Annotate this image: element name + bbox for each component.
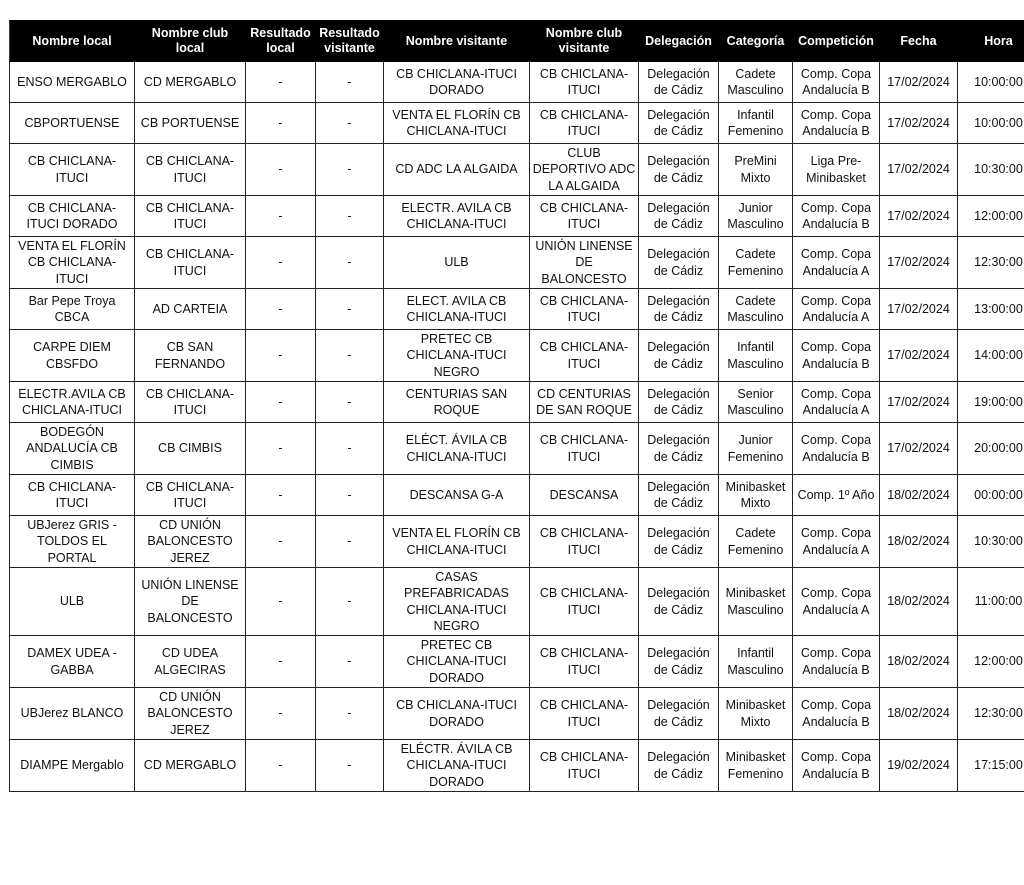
col-header-nombre-visitante: Nombre visitante [384, 21, 530, 62]
cell-resultado-visitante: - [316, 516, 384, 568]
cell-categoria: Infantil Masculino [719, 636, 793, 688]
cell-nombre-club-local: CB CHICLANA-ITUCI [135, 237, 246, 289]
cell-resultado-visitante: - [316, 475, 384, 516]
table-row [10, 144, 1024, 196]
cell-competicion: Comp. 1º Año [793, 475, 880, 516]
cell-competicion: Comp. Copa Andalucía B [793, 196, 880, 237]
cell-categoria: Infantil Masculino [719, 330, 793, 382]
header-row [10, 21, 1024, 62]
cell-resultado-local: - [246, 62, 316, 103]
cell-resultado-visitante: - [316, 237, 384, 289]
table-row [10, 688, 1024, 740]
col-header-categoria: Categoría [719, 21, 793, 62]
cell-competicion: Comp. Copa Andalucía A [793, 289, 880, 330]
cell-delegacion: Delegación de Cádiz [639, 196, 719, 237]
table-body [10, 62, 1024, 792]
cell-nombre-local: CB CHICLANA-ITUCI [10, 144, 135, 196]
cell-categoria: Cadete Masculino [719, 62, 793, 103]
cell-categoria: Minibasket Masculino [719, 568, 793, 636]
cell-competicion: Liga Pre-Minibasket [793, 144, 880, 196]
col-header-resultado-local: Resultado local [246, 21, 316, 62]
cell-delegacion: Delegación de Cádiz [639, 516, 719, 568]
cell-categoria: Senior Masculino [719, 382, 793, 423]
cell-delegacion: Delegación de Cádiz [639, 330, 719, 382]
cell-fecha: 17/02/2024 [880, 196, 958, 237]
cell-nombre-visitante: DESCANSA G-A [384, 475, 530, 516]
cell-nombre-local: DAMEX UDEA - GABBA [10, 636, 135, 688]
cell-resultado-local: - [246, 144, 316, 196]
col-header-hora: Hora [958, 21, 1024, 62]
cell-nombre-visitante: CB CHICLANA-ITUCI DORADO [384, 62, 530, 103]
cell-hora: 12:30:00 [958, 688, 1024, 740]
schedule-sheet [9, 20, 1024, 792]
cell-resultado-local: - [246, 382, 316, 423]
cell-nombre-club-local: CB CIMBIS [135, 423, 246, 475]
cell-fecha: 17/02/2024 [880, 330, 958, 382]
cell-nombre-local: UBJerez BLANCO [10, 688, 135, 740]
cell-nombre-club-local: AD CARTEIA [135, 289, 246, 330]
cell-delegacion: Delegación de Cádiz [639, 382, 719, 423]
cell-competicion: Comp. Copa Andalucía A [793, 516, 880, 568]
cell-resultado-visitante: - [316, 330, 384, 382]
cell-nombre-local: CBPORTUENSE [10, 103, 135, 144]
cell-nombre-visitante: PRETEC CB CHICLANA-ITUCI NEGRO [384, 330, 530, 382]
cell-fecha: 18/02/2024 [880, 568, 958, 636]
cell-categoria: Minibasket Femenino [719, 740, 793, 792]
cell-nombre-visitante: ELÉCT. ÁVILA CB CHICLANA-ITUCI [384, 423, 530, 475]
cell-nombre-club-visitante: CB CHICLANA-ITUCI [530, 516, 639, 568]
match-schedule-table [9, 20, 1024, 792]
cell-nombre-club-local: CB SAN FERNANDO [135, 330, 246, 382]
cell-nombre-club-local: CB CHICLANA-ITUCI [135, 196, 246, 237]
cell-hora: 10:30:00 [958, 516, 1024, 568]
cell-nombre-club-visitante: UNIÓN LINENSE DE BALONCESTO [530, 237, 639, 289]
cell-categoria: Junior Femenino [719, 423, 793, 475]
cell-nombre-club-local: CD MERGABLO [135, 740, 246, 792]
cell-hora: 19:00:00 [958, 382, 1024, 423]
cell-fecha: 19/02/2024 [880, 740, 958, 792]
cell-nombre-local: ENSO MERGABLO [10, 62, 135, 103]
cell-resultado-visitante: - [316, 382, 384, 423]
cell-resultado-local: - [246, 688, 316, 740]
cell-hora: 20:00:00 [958, 423, 1024, 475]
table-row [10, 475, 1024, 516]
cell-nombre-club-visitante: CB CHICLANA-ITUCI [530, 568, 639, 636]
cell-resultado-visitante: - [316, 62, 384, 103]
cell-nombre-club-visitante: CB CHICLANA-ITUCI [530, 636, 639, 688]
cell-hora: 12:00:00 [958, 196, 1024, 237]
cell-resultado-visitante: - [316, 423, 384, 475]
cell-resultado-local: - [246, 289, 316, 330]
cell-resultado-local: - [246, 103, 316, 144]
cell-nombre-club-visitante: CB CHICLANA-ITUCI [530, 330, 639, 382]
cell-fecha: 17/02/2024 [880, 423, 958, 475]
cell-resultado-visitante: - [316, 196, 384, 237]
cell-resultado-visitante: - [316, 740, 384, 792]
cell-competicion: Comp. Copa Andalucía B [793, 688, 880, 740]
cell-nombre-visitante: CB CHICLANA-ITUCI DORADO [384, 688, 530, 740]
cell-nombre-club-local: CD MERGABLO [135, 62, 246, 103]
cell-fecha: 17/02/2024 [880, 237, 958, 289]
cell-fecha: 17/02/2024 [880, 62, 958, 103]
cell-nombre-club-local: CB PORTUENSE [135, 103, 246, 144]
cell-delegacion: Delegación de Cádiz [639, 636, 719, 688]
cell-nombre-visitante: CASAS PREFABRICADAS CHICLANA-ITUCI NEGRO [384, 568, 530, 636]
cell-nombre-local: BODEGÓN ANDALUCÍA CB CIMBIS [10, 423, 135, 475]
cell-nombre-club-visitante: CB CHICLANA-ITUCI [530, 62, 639, 103]
cell-nombre-visitante: ELÉCTR. ÁVILA CB CHICLANA-ITUCI DORADO [384, 740, 530, 792]
col-header-nombre-club-visitante: Nombre club visitante [530, 21, 639, 62]
cell-fecha: 18/02/2024 [880, 688, 958, 740]
cell-nombre-visitante: VENTA EL FLORÍN CB CHICLANA-ITUCI [384, 516, 530, 568]
cell-competicion: Comp. Copa Andalucía A [793, 382, 880, 423]
cell-nombre-club-visitante: CB CHICLANA-ITUCI [530, 740, 639, 792]
cell-hora: 14:00:00 [958, 330, 1024, 382]
cell-hora: 10:00:00 [958, 103, 1024, 144]
cell-resultado-visitante: - [316, 289, 384, 330]
cell-competicion: Comp. Copa Andalucía B [793, 740, 880, 792]
cell-nombre-club-local: CB CHICLANA-ITUCI [135, 382, 246, 423]
cell-nombre-local: CB CHICLANA-ITUCI [10, 475, 135, 516]
cell-resultado-local: - [246, 196, 316, 237]
cell-delegacion: Delegación de Cádiz [639, 62, 719, 103]
table-row [10, 382, 1024, 423]
cell-competicion: Comp. Copa Andalucía B [793, 423, 880, 475]
cell-resultado-visitante: - [316, 636, 384, 688]
cell-nombre-club-local: CD UDEA ALGECIRAS [135, 636, 246, 688]
cell-nombre-club-visitante: CB CHICLANA-ITUCI [530, 103, 639, 144]
cell-delegacion: Delegación de Cádiz [639, 237, 719, 289]
cell-resultado-local: - [246, 237, 316, 289]
table-row [10, 330, 1024, 382]
cell-resultado-local: - [246, 568, 316, 636]
cell-hora: 12:00:00 [958, 636, 1024, 688]
col-header-competicion: Competición [793, 21, 880, 62]
table-row [10, 636, 1024, 688]
col-header-fecha: Fecha [880, 21, 958, 62]
cell-resultado-local: - [246, 330, 316, 382]
cell-fecha: 17/02/2024 [880, 103, 958, 144]
cell-competicion: Comp. Copa Andalucía B [793, 103, 880, 144]
cell-categoria: PreMini Mixto [719, 144, 793, 196]
cell-nombre-local: ULB [10, 568, 135, 636]
col-header-resultado-visitante: Resultado visitante [316, 21, 384, 62]
cell-categoria: Cadete Femenino [719, 516, 793, 568]
cell-fecha: 17/02/2024 [880, 382, 958, 423]
cell-competicion: Comp. Copa Andalucía B [793, 330, 880, 382]
col-header-nombre-local: Nombre local [10, 21, 135, 62]
cell-resultado-visitante: - [316, 688, 384, 740]
cell-nombre-visitante: ULB [384, 237, 530, 289]
cell-competicion: Comp. Copa Andalucía B [793, 62, 880, 103]
cell-resultado-local: - [246, 423, 316, 475]
cell-nombre-local: CARPE DIEM CBSFDO [10, 330, 135, 382]
cell-nombre-visitante: CENTURIAS SAN ROQUE [384, 382, 530, 423]
table-row [10, 516, 1024, 568]
cell-delegacion: Delegación de Cádiz [639, 423, 719, 475]
cell-hora: 00:00:00 [958, 475, 1024, 516]
cell-delegacion: Delegación de Cádiz [639, 289, 719, 330]
cell-fecha: 18/02/2024 [880, 475, 958, 516]
cell-hora: 13:00:00 [958, 289, 1024, 330]
cell-nombre-club-visitante: DESCANSA [530, 475, 639, 516]
cell-nombre-local: CB CHICLANA-ITUCI DORADO [10, 196, 135, 237]
cell-categoria: Minibasket Mixto [719, 688, 793, 740]
cell-competicion: Comp. Copa Andalucía B [793, 636, 880, 688]
cell-nombre-club-local: UNIÓN LINENSE DE BALONCESTO [135, 568, 246, 636]
table-row [10, 196, 1024, 237]
cell-resultado-visitante: - [316, 568, 384, 636]
cell-fecha: 18/02/2024 [880, 516, 958, 568]
cell-hora: 11:00:00 [958, 568, 1024, 636]
cell-categoria: Cadete Masculino [719, 289, 793, 330]
cell-nombre-club-visitante: CB CHICLANA-ITUCI [530, 423, 639, 475]
cell-nombre-club-local: CB CHICLANA-ITUCI [135, 144, 246, 196]
cell-delegacion: Delegación de Cádiz [639, 144, 719, 196]
cell-competicion: Comp. Copa Andalucía A [793, 568, 880, 636]
cell-nombre-visitante: PRETEC CB CHICLANA-ITUCI DORADO [384, 636, 530, 688]
cell-fecha: 17/02/2024 [880, 289, 958, 330]
cell-nombre-club-visitante: CD CENTURIAS DE SAN ROQUE [530, 382, 639, 423]
table-row [10, 62, 1024, 103]
cell-fecha: 18/02/2024 [880, 636, 958, 688]
table-row [10, 237, 1024, 289]
cell-categoria: Junior Masculino [719, 196, 793, 237]
cell-nombre-local: UBJerez GRIS - TOLDOS EL PORTAL [10, 516, 135, 568]
cell-nombre-club-visitante: CB CHICLANA-ITUCI [530, 289, 639, 330]
cell-delegacion: Delegación de Cádiz [639, 740, 719, 792]
cell-fecha: 17/02/2024 [880, 144, 958, 196]
cell-delegacion: Delegación de Cádiz [639, 103, 719, 144]
cell-resultado-local: - [246, 740, 316, 792]
table-row [10, 103, 1024, 144]
cell-hora: 12:30:00 [958, 237, 1024, 289]
cell-nombre-club-local: CD UNIÓN BALONCESTO JEREZ [135, 516, 246, 568]
cell-nombre-visitante: ELECT. AVILA CB CHICLANA-ITUCI [384, 289, 530, 330]
cell-hora: 10:00:00 [958, 62, 1024, 103]
cell-resultado-visitante: - [316, 144, 384, 196]
cell-nombre-visitante: ELECTR. AVILA CB CHICLANA-ITUCI [384, 196, 530, 237]
cell-delegacion: Delegación de Cádiz [639, 688, 719, 740]
table-row [10, 289, 1024, 330]
col-header-nombre-club-local: Nombre club local [135, 21, 246, 62]
cell-resultado-local: - [246, 475, 316, 516]
cell-hora: 17:15:00 [958, 740, 1024, 792]
cell-delegacion: Delegación de Cádiz [639, 568, 719, 636]
cell-nombre-visitante: CD ADC LA ALGAIDA [384, 144, 530, 196]
cell-competicion: Comp. Copa Andalucía A [793, 237, 880, 289]
cell-resultado-local: - [246, 636, 316, 688]
cell-nombre-local: ELECTR.AVILA CB CHICLANA-ITUCI [10, 382, 135, 423]
cell-nombre-local: VENTA EL FLORÍN CB CHICLANA-ITUCI [10, 237, 135, 289]
cell-nombre-local: Bar Pepe Troya CBCA [10, 289, 135, 330]
table-row [10, 568, 1024, 636]
cell-hora: 10:30:00 [958, 144, 1024, 196]
cell-nombre-club-local: CB CHICLANA-ITUCI [135, 475, 246, 516]
cell-nombre-club-visitante: CB CHICLANA-ITUCI [530, 688, 639, 740]
cell-resultado-local: - [246, 516, 316, 568]
cell-nombre-club-visitante: CLUB DEPORTIVO ADC LA ALGAIDA [530, 144, 639, 196]
col-header-delegacion: Delegación [639, 21, 719, 62]
cell-nombre-club-local: CD UNIÓN BALONCESTO JEREZ [135, 688, 246, 740]
table-row [10, 740, 1024, 792]
cell-nombre-local: DIAMPE Mergablo [10, 740, 135, 792]
cell-categoria: Infantil Femenino [719, 103, 793, 144]
cell-categoria: Minibasket Mixto [719, 475, 793, 516]
cell-nombre-club-visitante: CB CHICLANA-ITUCI [530, 196, 639, 237]
cell-categoria: Cadete Femenino [719, 237, 793, 289]
cell-resultado-visitante: - [316, 103, 384, 144]
table-row [10, 423, 1024, 475]
cell-nombre-visitante: VENTA EL FLORÍN CB CHICLANA-ITUCI [384, 103, 530, 144]
cell-delegacion: Delegación de Cádiz [639, 475, 719, 516]
